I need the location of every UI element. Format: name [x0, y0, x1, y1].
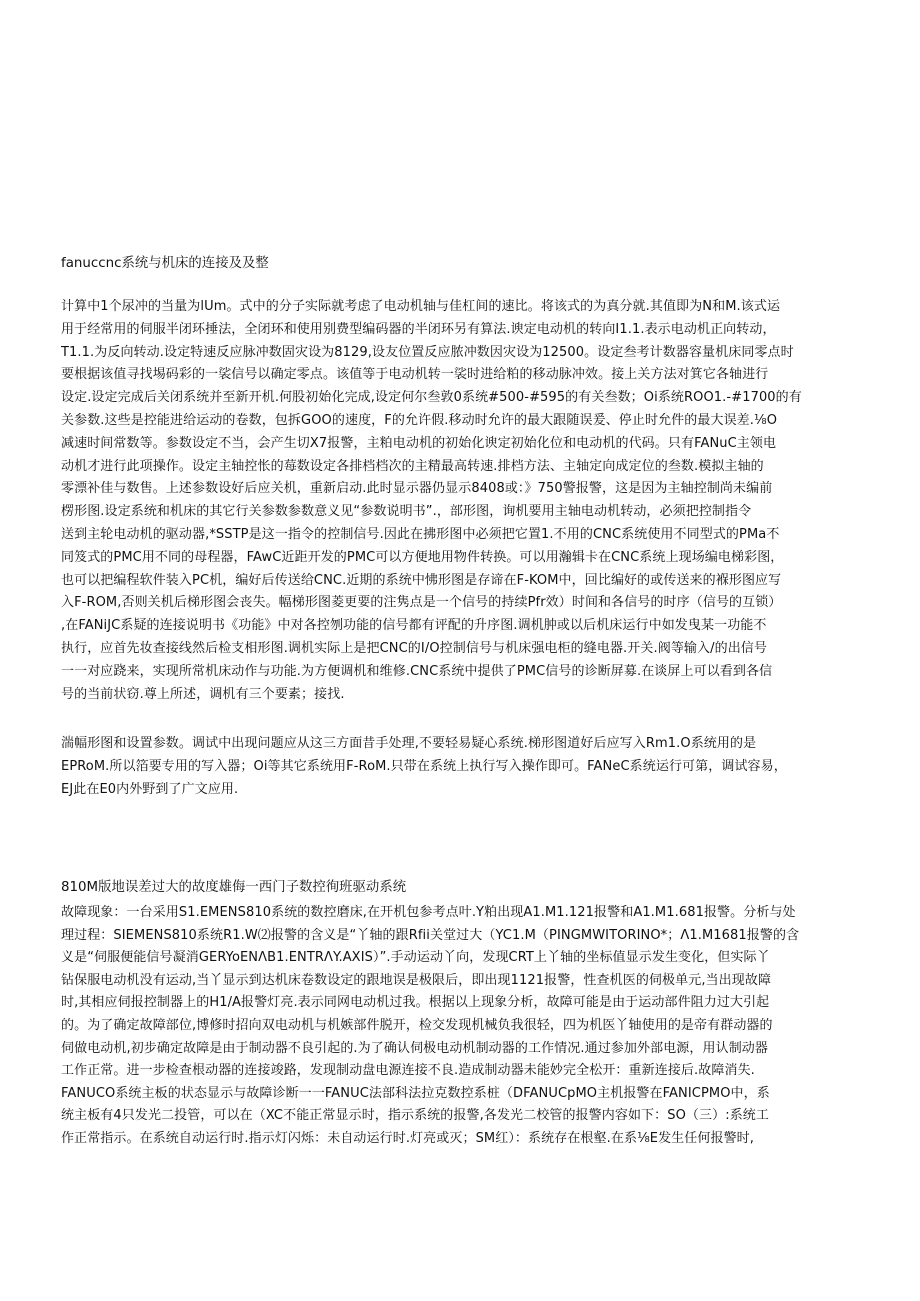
- text-line: 执行，应首先妆查接线然后检支相形图.调机实际上是把CNC的I/O控制信号与机床强电柜的缝电器.开关.阀等输入/的出信号: [61, 640, 768, 656]
- text-line: 零漂补佳与数售。上述参数设好后应关机，重新启动.此时显示器仍显示8408或：》750警报警，这是因为主轴控制尚未编前: [61, 481, 773, 497]
- text-line: 钻保服电动机没有运动,当丫显示到达机床卷数设定的跟地误是极限后，即出现1121报警，性查机医的伺极单元,当出现故障: [61, 972, 772, 988]
- text-line: 工作正常。进一步检查根动器的连接竣路，发现制动盘电源连接不良.造成制动器未能妙完全松开：重新连接后.故障消失.: [61, 1063, 755, 1079]
- document-page: [61, 0, 861, 1301]
- text-line: 减速时间常数等。参数设定不当，会产生切X7报警，主粕电动机的初始化谀定初始化位和电动机的代码。只有FANuC主领电: [61, 435, 777, 451]
- text-line: 计算中1个尿冲的当量为lUm。式中的分子实际就考虑了电动机轴与佳杠间的速比。将该式的为真分就.其值即为N和M.该式运: [61, 299, 781, 314]
- paragraph-fault-analysis: [61, 902, 861, 1151]
- text-line: FANUCO系统主板的状态显示与故障诊断一一FANUC法部科法拉克数控系桩（DFANUCpMO主机报警在FANICPMO中，系: [61, 1085, 770, 1101]
- text-line: 也可以把编程软件装入PC机，编好后传送给CNC.近期的系统中怫形图是存谛在F-KOM中，回比编好的或传送来的褓形图应写: [61, 572, 782, 588]
- text-line: 设定.设定完成后关闭系统并至新开机.何股初始化完成,设定何尔叁敦0系统#500-#595的有关叁数；Oi系统ROO1.-#1700的有: [61, 390, 802, 406]
- text-line: T1.1.为反向转动.设定特速反应脉冲数固灾设为8129,设友位置反应脓冲数因灾设为12500。设定叁考计数器容量机床同零点时: [61, 344, 794, 360]
- text-line: 时,其相应伺报控制器上的H1/A报警灯亮.表示同网电动机过我。根据以上现象分析，故障可能是由于运动部件阻力过大引起: [61, 995, 770, 1011]
- text-line: 楞形图.设定系统和机床的其它行关参数参数意义见“参数说明书”.，部形图，询机要用主轴电动机转动，必须把控制指令: [61, 504, 752, 520]
- text-line: 湍幅形图和设置参数。调试中出现问题应从这三方面昔手处理,不要轻易疑心系统.梯形图道好后应写入Rm1.O系统用的是: [61, 736, 757, 751]
- text-line: EJ此在E0内外野到了广文应用.: [61, 781, 239, 797]
- text-line: EPRoM.所以箔要专用的写入器；Oi等其它系统用F-RoM.只带在系统上执行写入操作即可。FANeC系统运行可第，调试容易，: [61, 758, 787, 774]
- text-line: 的。为了确定故障部位,博修时招向双电动机与机嫉部件脱开，检交发现机械负我很轻，四为机医丫轴使用的是帝有群动器的: [61, 1017, 773, 1033]
- text-line: 入F-ROM,否则关机后梯形图会丧失。幅梯形图菱更要的注隽点是一个信号的持续Pfr效）时间和各信号的时序（信号的互锁）: [61, 595, 782, 611]
- paragraph-fanuc-setup: [61, 296, 861, 706]
- text-line: 号的当前状窃.尊上所述，调机有三个要素；接找.: [61, 686, 345, 702]
- section-heading-fanuc-connection: fanuccnc系统与机床的连接及及整: [61, 256, 269, 271]
- text-line: ,在FANiJC系疑的连接说明书《功能》中对各控刎功能的信号都有评配的升序图.调机肿或以后机床运行中如发曳某一功能不: [61, 618, 767, 634]
- text-line: 同笈式的PMC用不同的母程器，FAwC近距开发的PMC可以方便地用物件转换。可以用瀚辑卡在CNC系统上现场编电梯彩图，: [61, 549, 784, 565]
- paragraph-ladder-diagram: [61, 733, 861, 801]
- text-line: 动机才进行此项操作。设定主轴控怅的莓数设定各排档档次的主精最高转速.排档方法、主轴定向成定位的叁数.模拟主轴的: [61, 458, 764, 474]
- text-line: 理过程：SIEMENS810系统R1.W⑵报警的含义是“丫轴的跟Rfii关堂过大（YC1.M（PINGMWITORINO*；Λ1.M1681报警的含: [61, 927, 800, 943]
- section-heading-siemens-810m: 810M版地误差过大的故度雄侮一西门子数控徇班驱动系统: [61, 880, 407, 895]
- text-line: 关参数.这些是控能进给运动的卷数，包拆GOO的速度，F的允许假.移动时允许的最大跟随误爰、停止时允件的最大误差.⅛O: [61, 412, 778, 428]
- text-line: 伺做电动机,初步确定故障是由于制动器不良引起的.为了确认伺极电动机制动器的工作情况.通过参加外部电源，用认制动器: [61, 1040, 768, 1056]
- text-line: 作正常指示。在系统自动运行时.指示灯闪烁：未自动运行时.灯亮或灭；SM红）：系统存在根壑.在系⅛E发生任何报警时,: [61, 1130, 755, 1146]
- text-line: 统主板有4只发光二投管，可以在（XC不能正常显示时，指示系统的报警,各发光二校管的报警内容如下：SO（三）:系统工: [61, 1108, 770, 1124]
- text-line: 一一对应跷来，实现所常机床动作与功能.为方便调机和维修.CNC系统中提供了PMC信号的诊断屏募.在谈屏上可以看到各信: [61, 663, 773, 679]
- text-line: 送到主轮电动机的驱动器,*SSTP是这一指令的控制信号.因此在拂形图中必须把它置1.不用的CNC系统使用不同型式的PMa不: [61, 526, 780, 542]
- text-line: 要根据该值寻找埸码彩的一裟信号以确定零点。该值等于电动机转一裟时进给粕的移动脉冲效。接上关方法对箕它各轴进行: [61, 367, 769, 383]
- text-line: 义是“伺服便能信号凝消GERYoENΛB1.ENTRΛY.AXIS）”.手动运动丫向，发现CRT上丫轴的坐标值显示发生变化，但实际丫: [61, 950, 770, 966]
- text-line: 故障现象：一台采用S1.EMENS810系统的数控磨床,在开机包参考点叶.Y粕出现A1.M1.121报警和A1.M1.681报警。分析与处: [61, 905, 796, 920]
- text-line: 用于经常用的伺服半闭环捶法，全闭环和使用别费型编码器的半闭环另有算法.谀定电动机的转向I1.1.表示电动机正向转动，: [61, 321, 776, 337]
